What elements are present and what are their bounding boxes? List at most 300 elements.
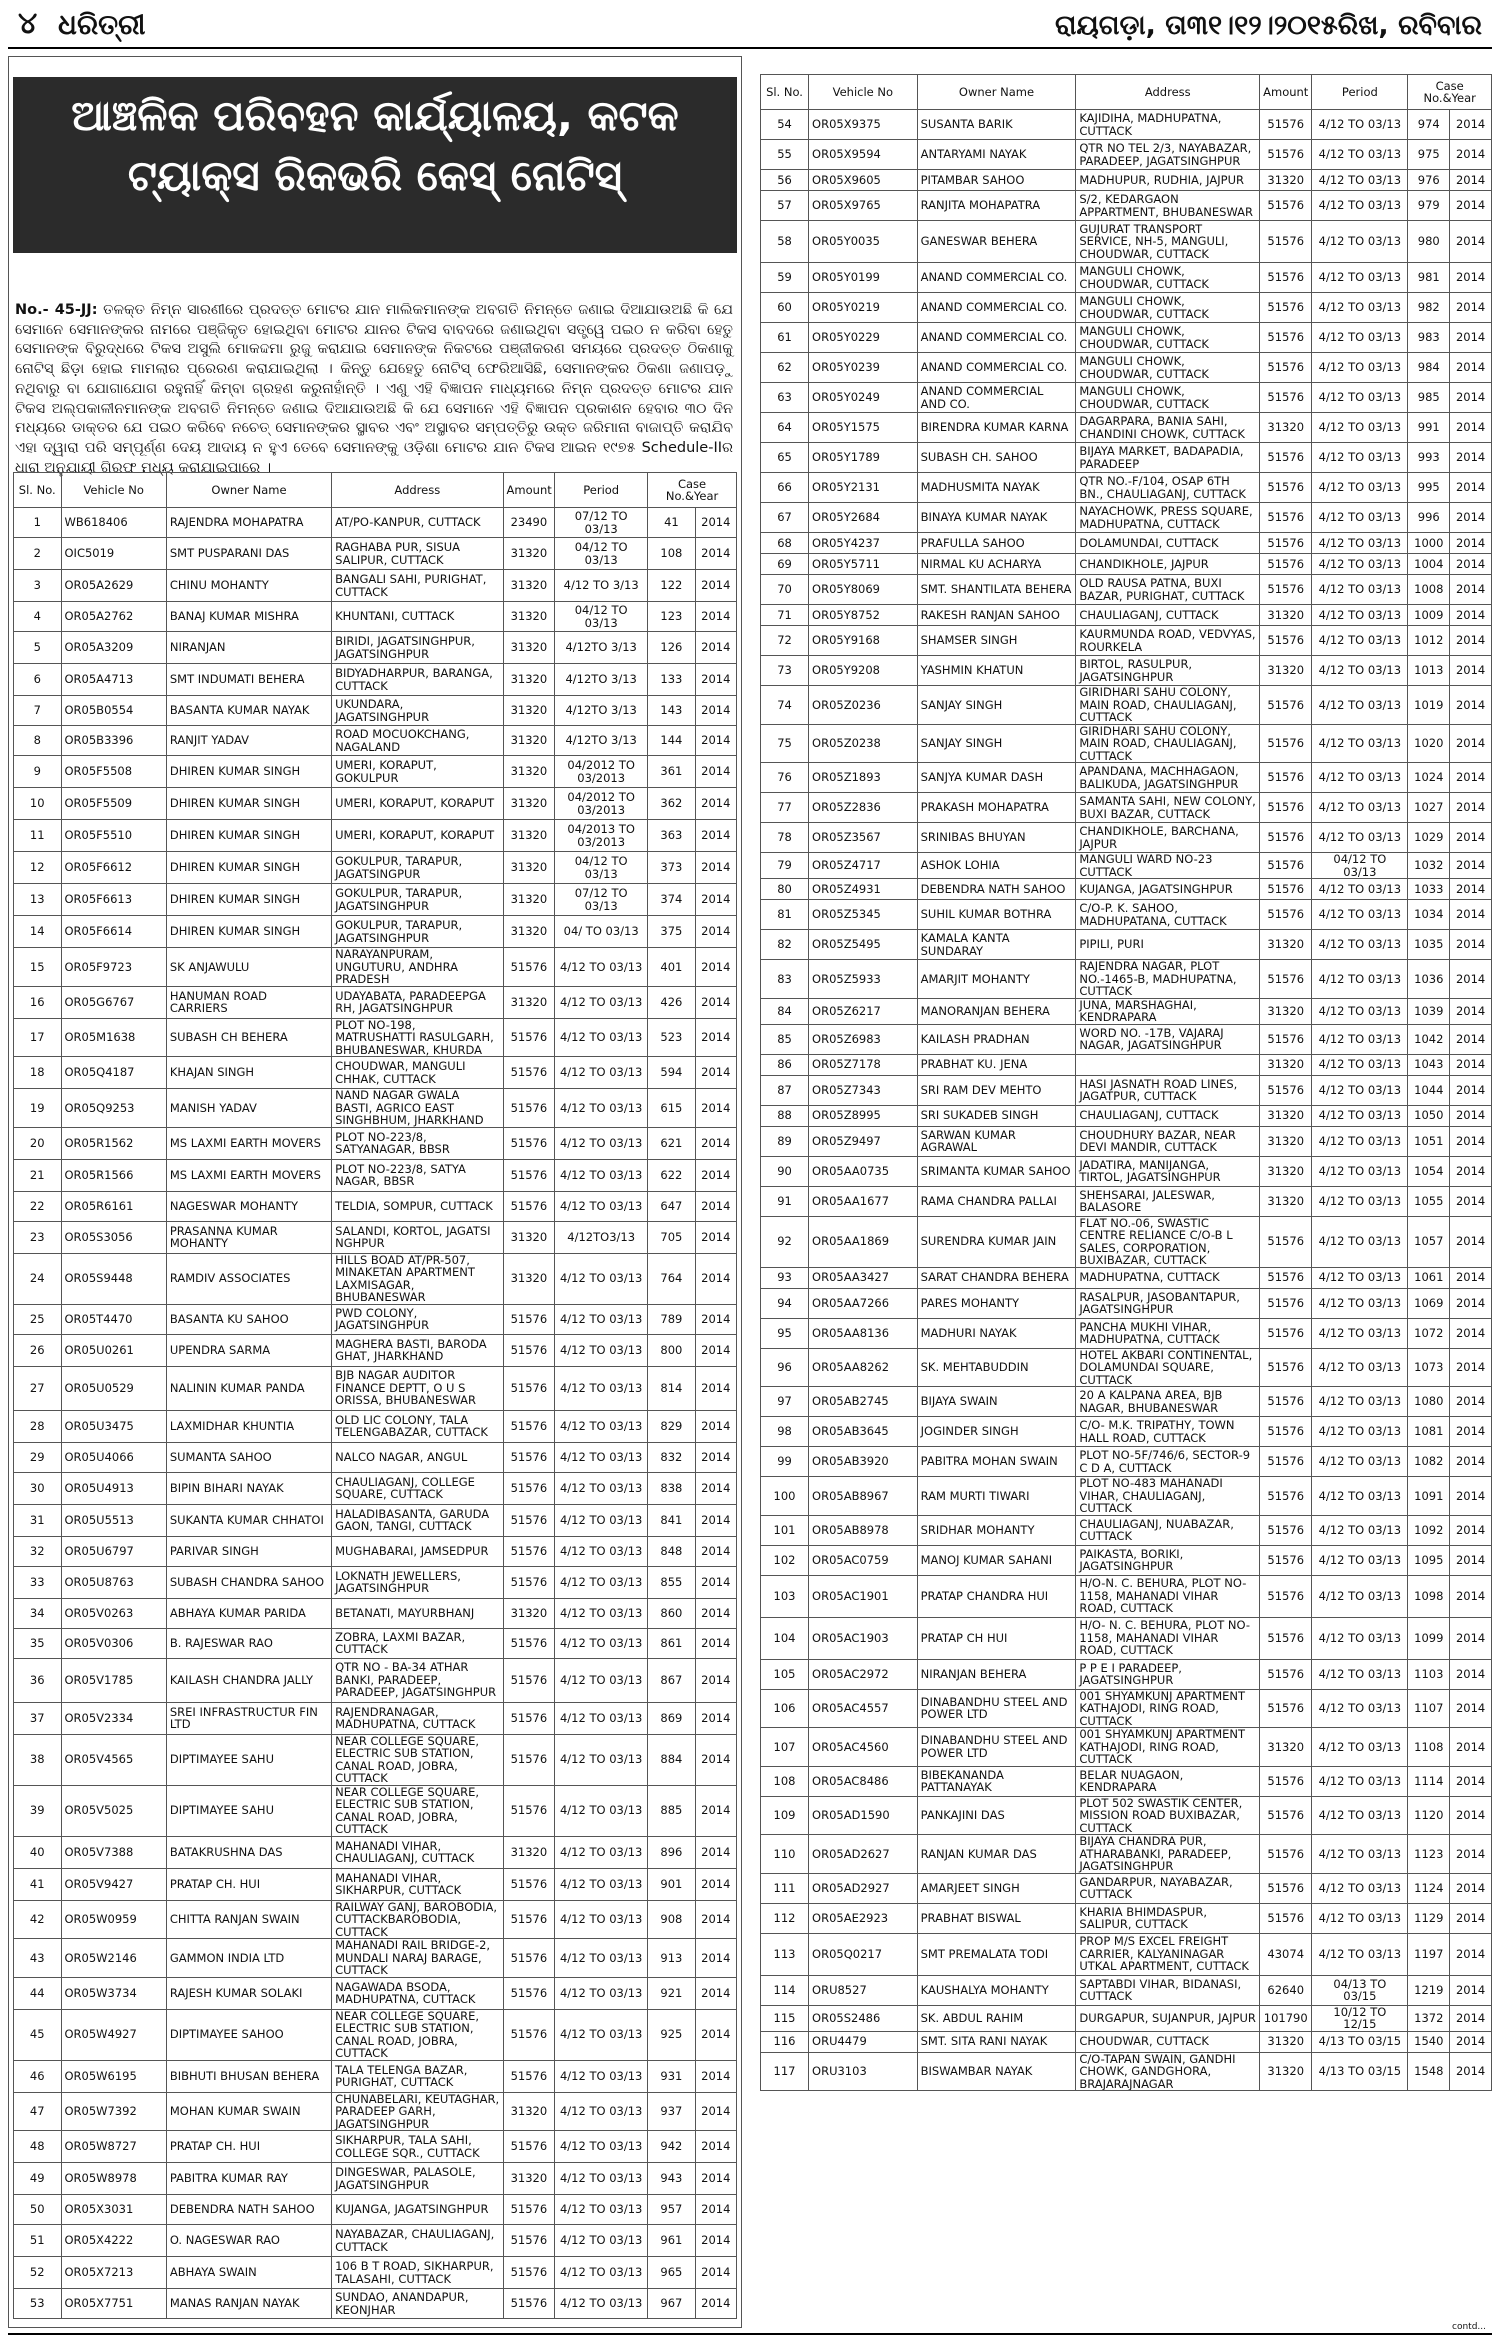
period-cell: 10/12 TO 12/15 — [1312, 2005, 1408, 2031]
period-cell: 4/12 TO 03/13 — [555, 1536, 648, 1566]
sl-cell: 115 — [761, 2005, 809, 2031]
case-no-cell: 995 — [1408, 473, 1450, 503]
header-rule — [8, 47, 1492, 49]
case-no-cell: 983 — [1408, 323, 1450, 353]
table-row — [14, 2225, 737, 2257]
sl-cell: 44 — [14, 1977, 62, 2009]
sl-cell: 98 — [761, 1417, 809, 1447]
address-cell: BIRTOL, RASULPUR, JAGATSINGHPUR — [1076, 656, 1260, 686]
period-cell: 4/12 TO 03/13 — [555, 1127, 648, 1159]
owner-cell: BIBHUTI BHUSAN BEHERA — [166, 2060, 331, 2092]
owner-cell: BANAJ KUMAR MISHRA — [166, 602, 331, 632]
case-no-cell: 764 — [648, 1253, 696, 1304]
owner-cell: PRATAP CH HUI — [917, 1617, 1076, 1659]
amount-cell: 31320 — [503, 916, 555, 948]
sl-cell: 1 — [14, 508, 62, 538]
sl-cell: 81 — [761, 900, 809, 930]
case-no-cell: 1004 — [1408, 554, 1450, 575]
case-no-cell: 867 — [648, 1658, 696, 1702]
period-cell: 4/12 TO 03/13 — [1312, 1024, 1408, 1054]
owner-cell: SK. ABDUL RAHIM — [917, 2005, 1076, 2031]
period-cell: 4/12TO 3/13 — [555, 664, 648, 696]
case-year-cell: 2014 — [1450, 823, 1492, 853]
owner-cell: ABHAYA KUMAR PARIDA — [166, 1598, 331, 1628]
case-no-cell: 1219 — [1408, 1975, 1450, 2005]
period-cell: 4/12 TO 03/13 — [555, 948, 648, 987]
amount-cell: 51576 — [1260, 1447, 1312, 1477]
owner-cell: RAJESH KUMAR SOLAKI — [166, 1977, 331, 2009]
table-row — [14, 1939, 737, 1978]
case-year-cell: 2014 — [1450, 1387, 1492, 1417]
amount-cell: 31320 — [1260, 413, 1312, 443]
case-year-cell: 2014 — [1450, 353, 1492, 383]
notice-title-line2: ଟ୍ୟାକ୍ସ ରିକଭରି କେସ୍ ନୋଟିସ୍ — [127, 151, 623, 200]
owner-cell: DEBENDRA NATH SAHOO — [166, 2195, 331, 2225]
table-row — [14, 632, 737, 664]
left-table-body — [14, 508, 737, 2319]
owner-cell: PRASANNA KUMAR MOHANTY — [166, 1221, 331, 1253]
case-no-cell: 1108 — [1408, 1728, 1450, 1767]
case-year-cell: 2014 — [695, 2195, 736, 2225]
address-cell: CHANDIKHOLE, BARCHANA, JAJPUR — [1076, 823, 1260, 853]
vehicle-cell: OR05U5513 — [61, 1504, 166, 1536]
owner-cell: CHINU MOHANTY — [166, 570, 331, 602]
case-year-cell: 2014 — [1450, 1728, 1492, 1767]
period-cell: 4/12 TO 03/13 — [555, 2163, 648, 2195]
table-row — [761, 1873, 1492, 1903]
vehicle-cell: OR05Z4931 — [809, 879, 918, 900]
period-cell: 04/2013 TO 03/2013 — [555, 820, 648, 852]
period-cell: 4/12 TO 03/13 — [1312, 1348, 1408, 1387]
case-year-cell: 2014 — [695, 1868, 736, 1900]
table-row — [14, 2009, 737, 2060]
case-year-cell: 2014 — [695, 1366, 736, 1410]
vehicle-cell: OR05X9605 — [809, 170, 918, 191]
amount-cell: 51576 — [1260, 823, 1312, 853]
vehicle-cell: OR05F9723 — [61, 948, 166, 987]
owner-cell: HANUMAN ROAD CARRIERS — [166, 986, 331, 1018]
table-row — [761, 554, 1492, 575]
case-no-cell: 967 — [648, 2289, 696, 2319]
address-cell: ZOBRA, LAXMI BAZAR, CUTTACK — [332, 1628, 503, 1658]
period-cell: 4/12 TO 03/13 — [1312, 1545, 1408, 1575]
sl-cell: 23 — [14, 1221, 62, 1253]
sl-cell: 78 — [761, 823, 809, 853]
address-cell: TALA TELENGA BAZAR, PURIGHAT, CUTTACK — [332, 2060, 503, 2092]
table-row — [14, 2257, 737, 2289]
table-row — [761, 1728, 1492, 1767]
amount-cell: 51576 — [1260, 473, 1312, 503]
case-no-cell: 1372 — [1408, 2005, 1450, 2031]
vehicle-cell: OR05W0959 — [61, 1900, 166, 1939]
amount-cell: 31320 — [503, 1253, 555, 1304]
sl-cell: 102 — [761, 1545, 809, 1575]
case-no-cell: 1069 — [1408, 1288, 1450, 1318]
case-year-cell: 2014 — [695, 1253, 736, 1304]
vehicle-cell: OR05AB8967 — [809, 1477, 918, 1516]
case-year-cell: 2014 — [1450, 140, 1492, 170]
vehicle-cell: OR05X3031 — [61, 2195, 166, 2225]
case-year-cell: 2014 — [1450, 1126, 1492, 1156]
table-row — [761, 1216, 1492, 1267]
case-no-cell: 1032 — [1408, 853, 1450, 879]
sl-cell: 103 — [761, 1575, 809, 1617]
address-cell: BIJAYA CHANDRA PUR, ATHARABANKI, PARADEEP, JAGATSINGHPUR — [1076, 1835, 1260, 1874]
period-cell: 4/12 TO 03/13 — [1312, 263, 1408, 293]
table-row — [761, 443, 1492, 473]
owner-cell: DIPTIMAYEE SAHU — [166, 1734, 331, 1785]
period-cell: 4/12 TO 03/13 — [1312, 191, 1408, 221]
owner-cell: SRIDHAR MOHANTY — [917, 1515, 1076, 1545]
case-no-cell: 984 — [1408, 353, 1450, 383]
address-cell: AT/PO-KANPUR, CUTTACK — [332, 508, 503, 538]
sl-cell: 26 — [14, 1334, 62, 1366]
owner-cell: NIRMAL KU ACHARYA — [917, 554, 1076, 575]
address-cell: MAHANADI RAIL BRIDGE-2, MUNDALI NARAJ BARAGE, CUTTACK — [332, 1939, 503, 1978]
table-row — [14, 602, 737, 632]
address-cell: PLOT NO-198, MATRUSHATTI RASULGARH, BHUBANESWAR, KHURDA — [332, 1018, 503, 1057]
amount-cell: 51576 — [1260, 1267, 1312, 1288]
case-no-cell: 374 — [648, 884, 696, 916]
case-year-cell: 2014 — [695, 2009, 736, 2060]
address-cell: NAGAWADA BSODA, MADHUPATNA, CUTTACK — [332, 1977, 503, 2009]
period-cell: 4/12 TO 03/13 — [555, 1366, 648, 1410]
vehicle-cell: OR05F6612 — [61, 852, 166, 884]
owner-cell: O. NAGESWAR RAO — [166, 2225, 331, 2257]
case-no-cell: 426 — [648, 986, 696, 1018]
case-no-cell: 1042 — [1408, 1024, 1450, 1054]
amount-cell: 51576 — [503, 1472, 555, 1504]
case-year-cell: 2014 — [1450, 686, 1492, 725]
vehicle-cell: OR05Z3567 — [809, 823, 918, 853]
table-row — [761, 1024, 1492, 1054]
table-row — [761, 413, 1492, 443]
table-row — [761, 879, 1492, 900]
period-cell: 4/12 TO 03/13 — [1312, 1796, 1408, 1835]
table-row — [761, 1186, 1492, 1216]
vehicle-cell: OR05AD2627 — [809, 1835, 918, 1874]
sl-cell: 94 — [761, 1288, 809, 1318]
period-cell: 4/12 TO 03/13 — [555, 1868, 648, 1900]
table-row — [761, 960, 1492, 999]
case-no-cell: 621 — [648, 1127, 696, 1159]
owner-cell: KHAJAN SINGH — [166, 1057, 331, 1089]
address-cell: QTR NO.-F/104, OSAP 6TH BN., CHAULIAGANJ, CUTTACK — [1076, 473, 1260, 503]
case-no-cell: 838 — [648, 1472, 696, 1504]
table-row — [14, 508, 737, 538]
sl-cell: 28 — [14, 1410, 62, 1442]
table-row — [761, 1054, 1492, 1075]
vehicle-cell: OR05Y0249 — [809, 383, 918, 413]
address-cell: PWD COLONY, JAGATSINGHPUR — [332, 1304, 503, 1334]
address-cell: C/O- M.K. TRIPATHY, TOWN HALL ROAD, CUTTACK — [1076, 1417, 1260, 1447]
amount-cell: 51576 — [1260, 1689, 1312, 1728]
amount-cell: 31320 — [503, 788, 555, 820]
col-sl: Sl. No. — [761, 75, 809, 110]
amount-cell: 51576 — [1260, 191, 1312, 221]
amount-cell: 51576 — [1260, 263, 1312, 293]
case-year-cell: 2014 — [1450, 853, 1492, 879]
table-row — [14, 2131, 737, 2163]
col-vehicle: Vehicle No — [809, 75, 918, 110]
vehicle-cell: OR05W7392 — [61, 2092, 166, 2131]
footer-rule — [8, 2333, 1492, 2335]
case-no-cell: 789 — [648, 1304, 696, 1334]
sl-cell: 114 — [761, 1975, 809, 2005]
period-cell: 4/12 TO 03/13 — [1312, 1288, 1408, 1318]
table-row — [14, 916, 737, 948]
sl-cell: 22 — [14, 1191, 62, 1221]
period-cell: 4/12 TO 03/13 — [1312, 323, 1408, 353]
amount-cell: 51576 — [503, 1628, 555, 1658]
case-year-cell: 2014 — [1450, 110, 1492, 140]
sl-cell: 85 — [761, 1024, 809, 1054]
vehicle-cell: OR05X9765 — [809, 191, 918, 221]
case-no-cell: 144 — [648, 726, 696, 756]
sl-cell: 83 — [761, 960, 809, 999]
address-cell: DAGARPARA, BANIA SAHI, CHANDINI CHOWK, CUTTACK — [1076, 413, 1260, 443]
sl-cell: 18 — [14, 1057, 62, 1089]
period-cell: 4/12 TO 03/13 — [555, 1734, 648, 1785]
table-row — [14, 1410, 737, 1442]
period-cell: 4/12 TO 03/13 — [1312, 1766, 1408, 1796]
sl-cell: 42 — [14, 1900, 62, 1939]
period-cell: 4/13 TO 03/15 — [1312, 2031, 1408, 2052]
case-year-cell: 2014 — [695, 1504, 736, 1536]
vehicle-cell: OR05Y0035 — [809, 221, 918, 263]
period-cell: 4/12 TO 03/13 — [555, 1504, 648, 1536]
table-row — [761, 1156, 1492, 1186]
address-cell: H/O-N. C. BEHURA, PLOT NO- 1158, MAHANADI VIHAR ROAD, CUTTACK — [1076, 1575, 1260, 1617]
vehicle-cell: OR05U8763 — [61, 1566, 166, 1598]
address-cell: NAYACHOWK, PRESS SQUARE, MADHUPATNA, CUTTACK — [1076, 503, 1260, 533]
left-table-wrap — [13, 472, 737, 2319]
owner-cell: SRINIBAS BHUYAN — [917, 823, 1076, 853]
address-cell: JUNA, MARSHAGHAI, KENDRAPARA — [1076, 998, 1260, 1024]
case-year-cell: 2014 — [695, 852, 736, 884]
case-no-cell: 1098 — [1408, 1575, 1450, 1617]
case-year-cell: 2014 — [1450, 413, 1492, 443]
owner-cell: MANISH YADAV — [166, 1089, 331, 1128]
address-cell: GIRIDHARI SAHU COLONY, MAIN ROAD, CHAULIAGANJ, CUTTACK — [1076, 724, 1260, 763]
table-row — [14, 1836, 737, 1868]
sl-cell: 53 — [14, 2289, 62, 2319]
vehicle-cell: OR05X7213 — [61, 2257, 166, 2289]
vehicle-cell: OR05AC8486 — [809, 1766, 918, 1796]
case-no-cell: 974 — [1408, 110, 1450, 140]
amount-cell: 51576 — [503, 1734, 555, 1785]
amount-cell: 31320 — [503, 756, 555, 788]
period-cell: 4/12 TO 03/13 — [555, 1702, 648, 1734]
period-cell: 4/12 TO 03/13 — [1312, 413, 1408, 443]
owner-cell: RAJENDRA MOHAPATRA — [166, 508, 331, 538]
vehicle-cell: OR05T4470 — [61, 1304, 166, 1334]
owner-cell: ANAND COMMERCIAL AND CO. — [917, 383, 1076, 413]
table-row — [14, 1221, 737, 1253]
case-year-cell: 2014 — [695, 1304, 736, 1334]
sl-cell: 75 — [761, 724, 809, 763]
sl-cell: 38 — [14, 1734, 62, 1785]
address-cell: DOLAMUNDAI, CUTTACK — [1076, 533, 1260, 554]
amount-cell: 51576 — [503, 2195, 555, 2225]
amount-cell: 51576 — [1260, 626, 1312, 656]
amount-cell: 51576 — [1260, 1318, 1312, 1348]
case-year-cell: 2014 — [695, 820, 736, 852]
amount-cell: 31320 — [503, 820, 555, 852]
vehicle-cell: OR05Y0229 — [809, 323, 918, 353]
amount-cell: 51576 — [503, 2060, 555, 2092]
sl-cell: 20 — [14, 1127, 62, 1159]
table-row — [761, 1417, 1492, 1447]
amount-cell: 51576 — [503, 1536, 555, 1566]
period-cell: 4/12 TO 03/13 — [1312, 930, 1408, 960]
table-row — [14, 1566, 737, 1598]
case-no-cell: 814 — [648, 1366, 696, 1410]
case-year-cell: 2014 — [1450, 1024, 1492, 1054]
table-row — [761, 626, 1492, 656]
period-cell: 4/12 TO 03/13 — [555, 1191, 648, 1221]
notice-body: ତଳକ୍ତ ନିମ୍ନ ସାରଣୀରେ ପ୍ରଦତ୍ତ ମୋଟର ଯାନ ମାଲିକମାନଙ୍କ ଅବଗତି ନିମନ୍ତେ ଜଣାଇ ଦିଆଯାଉଅଛି କି ଯେ ସେମାନେ ସେମାନଙ୍କର ନାମରେ ପଞ୍ଜିକୃତ ହୋଇଥିବା ମୋଟର ଯାନର ଟିକସ ବାବଦରେ ଜଣାଇଥିବା ସତ୍ତ୍ୱେ ପଇଠ ନ କରିବା ହେତୁ ସେମାନଙ୍କ ବିରୁଦ୍ଧରେ ଟିକସ ଅସୁଲି ମୋକଦ୍ଦମା ରୁଜୁ କରାଯାଇ ସେମାନଙ୍କ ନିକଟରେ ପଞ୍ଜୀକରଣ ସମୟରେ ପ୍ରଦତ୍ତ ଠିକଣାକୁ ନୋଟିସ୍ ଛିଡ଼ା ହୋଇ ମାମଲାର ପ୍ରେରଣ କରାଯାଇଥିଲା । କିନ୍ତୁ ଯେହେତୁ ନୋଟିସ୍ ଫେରିଆସିଛି, ସେମାନଙ୍କର ଠିକଣା ଜଣାପଡ଼ୁ ନଥିବାରୁ ବା ଯୋଗାଯୋଗ ରହୁନାହିଁ କିମ୍ବା ଗ୍ରହଣ କରୁନାହାଁନ୍ତି । ଏଣୁ ଏହି ବିଜ୍ଞାପନ ମାଧ୍ୟମରେ ନିମ୍ନ ପ୍ରଦତ୍ତ ମୋଟର ଯାନ ଟିକସ ଅଲ୍ପକାଳୀନମାନଙ୍କ ଅବଗତି ନିମନ୍ତେ ଜଣାଇ ଦିଆଯାଉଅଛି କି ଯେ ସେମାନେ ଏହି ବିଜ୍ଞାପନ ପ୍ରକାଶନ ହେବାର ୩୦ ଦିନ ମଧ୍ୟରେ ଡାକ୍ତର ଯେ ପଇଠ କରିବେ ନଚେତ୍ ସେମାନଙ୍କର ସ୍ଥାବର ଏବଂ ଅସ୍ଥାବର ସମ୍ପତ୍ତିରୁ ଉକ୍ତ ଜରିମାନା ବାଜାପ୍ତି କରାଯିବ ଏହା ଦ୍ୱାରା ପରି ସମ୍ପୂର୍ଣ୍ଣ ଦେୟ ଆଦାୟ ନ ହୁଏ ତେବେ ସେମାନଙ୍କୁ ଓଡ଼ିଶା ମୋଟର ଯାନ ଟିକସ ଆଇନ ୧୯୭୫ Schedule-IIର ଧାରା ଅନୁଯାୟୀ ଗିରଫ ମଧ୍ୟ କରାଯାଇପାରେ । — [15, 302, 734, 476]
owner-cell: NIRANJAN — [166, 632, 331, 664]
address-cell: MANGULI CHOWK, CHOUDWAR, CUTTACK — [1076, 293, 1260, 323]
table-row — [14, 1472, 737, 1504]
case-no-cell: 976 — [1408, 170, 1450, 191]
owner-cell: BASANTA KUMAR NAYAK — [166, 696, 331, 726]
amount-cell: 51576 — [503, 1868, 555, 1900]
address-cell: NEAR COLLEGE SQUARE, ELECTRIC SUB STATION, CANAL ROAD, JOBRA, CUTTACK — [332, 1734, 503, 1785]
owner-cell: SREI INFRASTRUCTUR FIN LTD — [166, 1702, 331, 1734]
period-cell: 4/12 TO 03/13 — [1312, 140, 1408, 170]
case-no-cell: 122 — [648, 570, 696, 602]
vehicle-cell: OR05AB2745 — [809, 1387, 918, 1417]
period-cell: 4/12TO 3/13 — [555, 726, 648, 756]
period-cell: 4/12 TO 03/13 — [555, 1018, 648, 1057]
period-cell: 4/12 TO 03/13 — [1312, 1835, 1408, 1874]
address-cell: CHANDIKHOLE, JAJPUR — [1076, 554, 1260, 575]
sl-cell: 77 — [761, 793, 809, 823]
period-cell: 4/12 TO 03/13 — [1312, 900, 1408, 930]
table-row — [761, 930, 1492, 960]
sl-cell: 12 — [14, 852, 62, 884]
period-cell: 4/12 TO 03/13 — [555, 1089, 648, 1128]
address-cell: NEAR COLLEGE SQUARE, ELECTRIC SUB STATION, CANAL ROAD, JOBRA, CUTTACK — [332, 1785, 503, 1836]
right-table — [760, 74, 1492, 2091]
case-no-cell: 981 — [1408, 263, 1450, 293]
sl-cell: 33 — [14, 1566, 62, 1598]
amount-cell: 51576 — [1260, 1766, 1312, 1796]
case-no-cell: 841 — [648, 1504, 696, 1536]
address-cell: CHAULIAGANJ, CUTTACK — [1076, 605, 1260, 626]
amount-cell: 51576 — [1260, 1835, 1312, 1874]
table-row — [761, 110, 1492, 140]
address-cell: PROP M/S EXCEL FREIGHT CARRIER, KALYANINAGAR UTKAL APARTMENT, CUTTACK — [1076, 1933, 1260, 1975]
address-cell: SALANDI, KORTOL, JAGATSI NGHPUR — [332, 1221, 503, 1253]
address-cell: UMERI, KORAPUT, KORAPUT — [332, 788, 503, 820]
vehicle-cell: OR05AA7266 — [809, 1288, 918, 1318]
vehicle-cell: OR05Y5711 — [809, 554, 918, 575]
sl-cell: 80 — [761, 879, 809, 900]
notice-banner — [13, 77, 737, 253]
vehicle-cell: OR05F5510 — [61, 820, 166, 852]
sl-cell: 64 — [761, 413, 809, 443]
period-cell: 4/12 TO 03/13 — [1312, 1575, 1408, 1617]
amount-cell: 51576 — [1260, 503, 1312, 533]
amount-cell: 31320 — [503, 570, 555, 602]
case-year-cell: 2014 — [1450, 1105, 1492, 1126]
amount-cell: 51576 — [503, 1566, 555, 1598]
period-cell: 4/12 TO 03/13 — [1312, 1216, 1408, 1267]
period-cell: 4/12 TO 03/13 — [555, 1658, 648, 1702]
case-year-cell: 2014 — [1450, 554, 1492, 575]
address-cell: FLAT NO.-06, SWASTIC CENTRE RELIANCE C/O-B L SALES, CORPORATION, BUXIBAZAR, CUTTACK — [1076, 1216, 1260, 1267]
owner-cell: SHAMSER SINGH — [917, 626, 1076, 656]
table-row — [14, 1658, 737, 1702]
vehicle-cell: OR05V5025 — [61, 1785, 166, 1836]
vehicle-cell: OR05AB8978 — [809, 1515, 918, 1545]
amount-cell: 51576 — [1260, 1545, 1312, 1575]
sl-cell: 40 — [14, 1836, 62, 1868]
table-row — [761, 191, 1492, 221]
case-no-cell: 885 — [648, 1785, 696, 1836]
address-cell: OLD RAUSA PATNA, BUXI BAZAR, PURIGHAT, CUTTACK — [1076, 575, 1260, 605]
owner-cell: MADHURI NAYAK — [917, 1318, 1076, 1348]
period-cell: 4/12 TO 03/13 — [555, 1472, 648, 1504]
address-cell: TELDIA, SOMPUR, CUTTACK — [332, 1191, 503, 1221]
sl-cell: 99 — [761, 1447, 809, 1477]
address-cell: KHARIA BHIMDASPUR, SALIPUR, CUTTACK — [1076, 1903, 1260, 1933]
sl-cell: 55 — [761, 140, 809, 170]
period-cell: 4/12 TO 03/13 — [555, 1442, 648, 1472]
case-year-cell: 2014 — [1450, 1477, 1492, 1516]
case-year-cell: 2014 — [695, 1977, 736, 2009]
address-cell: CHOUDWAR, CUTTACK — [1076, 2031, 1260, 2052]
sl-cell: 82 — [761, 930, 809, 960]
case-no-cell: 1107 — [1408, 1689, 1450, 1728]
vehicle-cell: OR05S2486 — [809, 2005, 918, 2031]
amount-cell: 51576 — [1260, 1288, 1312, 1318]
sl-cell: 73 — [761, 656, 809, 686]
period-cell: 4/12 TO 03/13 — [1312, 605, 1408, 626]
address-cell: LOKNATH JEWELLERS, JAGATSINGHPUR — [332, 1566, 503, 1598]
right-table-header — [761, 75, 1492, 110]
address-cell: PLOT NO-223/8, SATYANAGAR, BBSR — [332, 1127, 503, 1159]
vehicle-cell: OR05AC4557 — [809, 1689, 918, 1728]
amount-cell: 31320 — [503, 852, 555, 884]
table-row — [761, 140, 1492, 170]
table-row — [761, 170, 1492, 191]
period-cell: 4/12 TO 03/13 — [1312, 1447, 1408, 1477]
owner-cell: MANAS RANJAN NAYAK — [166, 2289, 331, 2319]
case-no-cell: 1057 — [1408, 1216, 1450, 1267]
case-year-cell: 2014 — [1450, 1186, 1492, 1216]
owner-cell: B. RAJESWAR RAO — [166, 1628, 331, 1658]
period-cell: 4/12 TO 3/13 — [555, 570, 648, 602]
amount-cell: 51576 — [1260, 724, 1312, 763]
sl-cell: 65 — [761, 443, 809, 473]
amount-cell: 51576 — [1260, 1348, 1312, 1387]
sl-cell: 25 — [14, 1304, 62, 1334]
address-cell: APANDANA, MACHHAGAON, BALIKUDA, JAGATSINGHPUR — [1076, 763, 1260, 793]
left-table — [13, 472, 737, 2319]
case-year-cell: 2014 — [695, 1785, 736, 1836]
sl-cell: 30 — [14, 1472, 62, 1504]
address-cell: GUJURAT TRANSPORT SERVICE, NH-5, MANGULI, CHOUDWAR, CUTTACK — [1076, 221, 1260, 263]
amount-cell: 51576 — [1260, 533, 1312, 554]
case-year-cell: 2014 — [1450, 763, 1492, 793]
owner-cell: PANKAJINI DAS — [917, 1796, 1076, 1835]
sl-cell: 91 — [761, 1186, 809, 1216]
address-cell: BELAR NUAGAON, KENDRAPARA — [1076, 1766, 1260, 1796]
